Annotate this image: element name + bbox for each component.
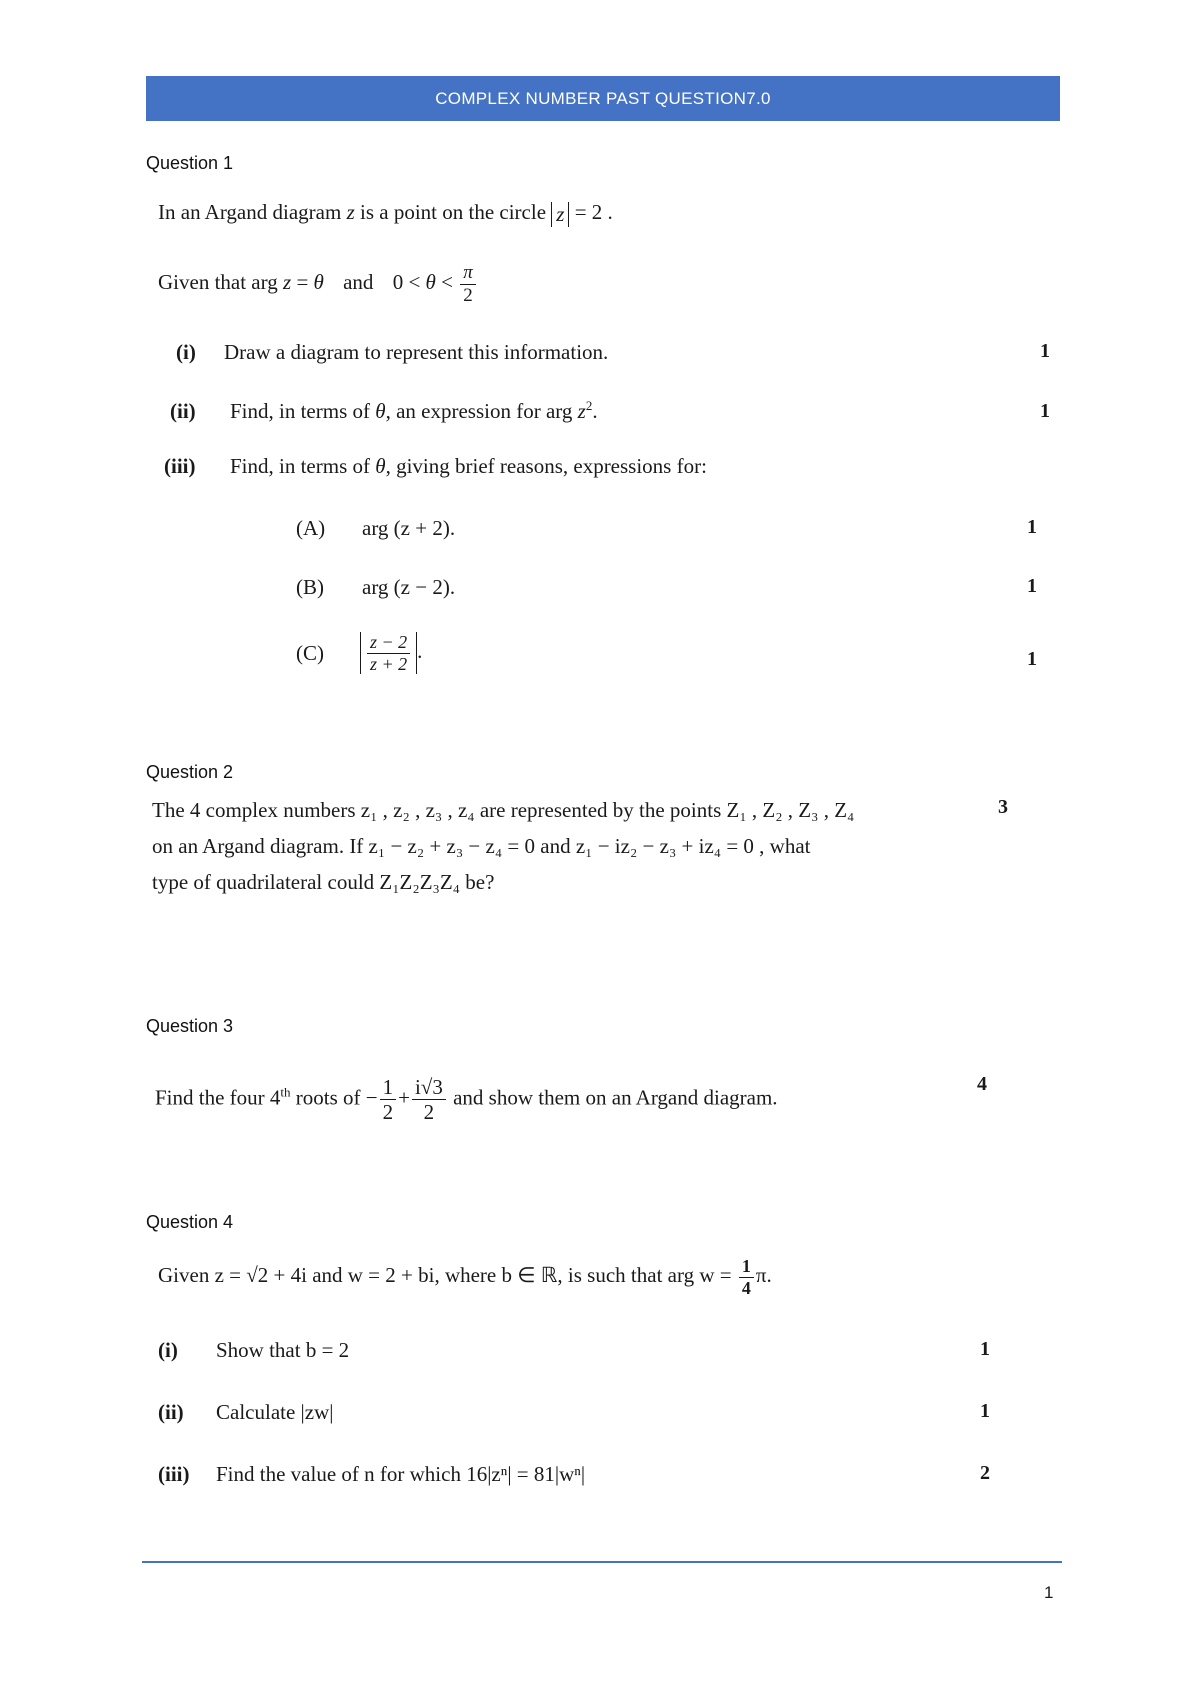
q3-mid: roots of − xyxy=(290,1085,378,1110)
q1-subpart-c-label: (C) xyxy=(296,640,324,665)
q4-part-iii-text: Find the value of n for which 16|zⁿ| = 81|wⁿ| xyxy=(216,1462,586,1486)
q1-line1-post: = 2 . xyxy=(569,200,613,224)
q1-line1-pre: In an Argand diagram xyxy=(158,200,347,224)
q1-part-i-label: (i) xyxy=(176,340,196,364)
q1-line2-pre: Given that arg xyxy=(158,270,283,295)
q4-line1-post: π. xyxy=(755,1263,772,1287)
q1-line2-var: z xyxy=(283,270,292,295)
q1-subpart-c-end: . xyxy=(417,639,423,663)
q4-part-iii-marks: 2 xyxy=(980,1462,990,1484)
q4-part-i-text: Show that b = 2 xyxy=(216,1338,350,1362)
q3-frac-1 xyxy=(380,1075,397,1124)
q1-subpart-c-frac xyxy=(367,632,410,674)
q1-line2-ineq-right: < xyxy=(435,270,459,295)
page-number: 1 xyxy=(1044,1583,1054,1602)
q1-part-ii-label: (ii) xyxy=(170,399,196,423)
q2-line-3: type of quadrilateral could Z₁Z₂Z₃Z₄ be? xyxy=(152,870,495,894)
q1-part-i xyxy=(176,340,608,365)
q1-line-2 xyxy=(158,262,478,307)
header-bar xyxy=(146,76,1060,121)
q1-part-iii xyxy=(164,454,707,479)
document-title: COMPLEX NUMBER PAST QUESTION7.0 xyxy=(435,88,771,108)
q1-part-ii-marks: 1 xyxy=(1040,400,1050,422)
q1-part-ii-expr: z xyxy=(577,399,586,423)
frac-num: π xyxy=(460,262,476,285)
q1-pi-over-2 xyxy=(460,262,476,307)
q1-line2-ineq-left: 0 < xyxy=(392,270,426,295)
q1-part-ii xyxy=(170,398,598,424)
q1-part-iii-theta: θ xyxy=(375,454,386,478)
q1-subpart-c xyxy=(296,632,422,674)
q1-subpart-a-label: (A) xyxy=(296,516,326,540)
q1-subpart-c-marks: 1 xyxy=(1027,648,1037,670)
q4-line-1 xyxy=(158,1256,772,1298)
frac-num: 1 xyxy=(739,1256,754,1278)
q4-part-iii-label: (iii) xyxy=(158,1462,190,1486)
q3-post: and show them on an Argand diagram. xyxy=(447,1085,778,1110)
q1-part-iii-label: (iii) xyxy=(164,454,196,478)
q1-subpart-b-label: (B) xyxy=(296,575,324,599)
footer-rule xyxy=(142,1561,1062,1563)
q1-part-ii-post: , an expression for arg xyxy=(385,399,578,423)
q4-frac xyxy=(739,1256,754,1298)
q1-part-iii-pre: Find, in terms of xyxy=(230,454,376,478)
q1-part-ii-theta: θ xyxy=(375,399,386,423)
q2-marks: 3 xyxy=(998,796,1008,818)
q1-subpart-b-text: arg (z − 2). xyxy=(362,575,456,599)
q1-subpart-b-marks: 1 xyxy=(1027,575,1037,597)
q3-marks: 4 xyxy=(977,1073,987,1095)
frac-den: 2 xyxy=(463,284,473,306)
q4-line1-pre: Given z = √2 + 4i and w = 2 + bi, where b ∈ ℝ, is such that arg w = xyxy=(158,1263,737,1287)
q1-subpart-a xyxy=(296,516,455,541)
q4-part-i-label: (i) xyxy=(158,1338,178,1362)
question-2-heading: Question 2 xyxy=(146,762,234,782)
q3-pre: Find the four 4 xyxy=(155,1085,281,1110)
q1-part-ii-sup: 2 xyxy=(585,398,593,413)
q1-line2-theta2: θ xyxy=(425,270,436,295)
q4-part-ii-text: Calculate |zw| xyxy=(216,1400,334,1424)
frac-num: i√3 xyxy=(412,1075,446,1100)
q2-line-2: on an Argand diagram. If z₁ − z₂ + z₃ − z₄ = 0 and z₁ − iz₂ − z₃ + iz₄ = 0 , what xyxy=(152,834,811,858)
q1-part-i-marks: 1 xyxy=(1040,340,1050,362)
q1-subpart-b xyxy=(296,575,455,600)
q4-part-ii-label: (ii) xyxy=(158,1400,184,1424)
frac-den: 2 xyxy=(423,1100,435,1125)
q4-part-i-marks: 1 xyxy=(980,1338,990,1360)
q1-line1-mid: is a point on the circle xyxy=(354,200,552,224)
frac-den: 2 xyxy=(382,1100,394,1125)
q1-part-ii-pre: Find, in terms of xyxy=(230,399,376,423)
q1-line1-z: z xyxy=(346,200,355,224)
q4-part-i xyxy=(158,1338,349,1363)
question-1-heading: Question 1 xyxy=(146,153,234,173)
q1-part-i-text: Draw a diagram to represent this information. xyxy=(224,340,609,364)
frac-den: z + 2 xyxy=(370,653,408,674)
frac-num: z − 2 xyxy=(367,632,410,654)
q3-sup: th xyxy=(280,1084,291,1100)
q1-part-ii-end: . xyxy=(592,399,598,423)
q2-line-1: The 4 complex numbers z₁ , z₂ , z₃ , z₄ are represented by the points Z₁ , Z₂ , Z₃ , Z₄ xyxy=(152,798,855,822)
q1-part-iii-post: , giving brief reasons, expressions for: xyxy=(385,454,707,478)
q1-abs-z: z xyxy=(551,202,569,227)
q4-part-ii xyxy=(158,1400,333,1425)
question-3-heading: Question 3 xyxy=(146,1016,234,1036)
frac-den: 4 xyxy=(741,1277,751,1298)
q3-plus: + xyxy=(398,1085,410,1110)
question-4-heading: Question 4 xyxy=(146,1212,234,1232)
q3-frac-2 xyxy=(412,1075,446,1124)
frac-num: 1 xyxy=(380,1075,397,1100)
q1-subpart-a-marks: 1 xyxy=(1027,516,1037,538)
q1-line2-eq: = xyxy=(291,270,314,295)
q1-line-1 xyxy=(158,200,613,227)
q4-part-iii xyxy=(158,1462,585,1487)
q4-part-ii-marks: 1 xyxy=(980,1400,990,1422)
q1-line2-and: and xyxy=(343,270,374,295)
q3-line xyxy=(155,1075,778,1124)
q1-subpart-a-text: arg (z + 2). xyxy=(362,516,456,540)
q1-line2-theta: θ xyxy=(313,270,324,295)
q1-subpart-c-abs xyxy=(360,632,417,674)
